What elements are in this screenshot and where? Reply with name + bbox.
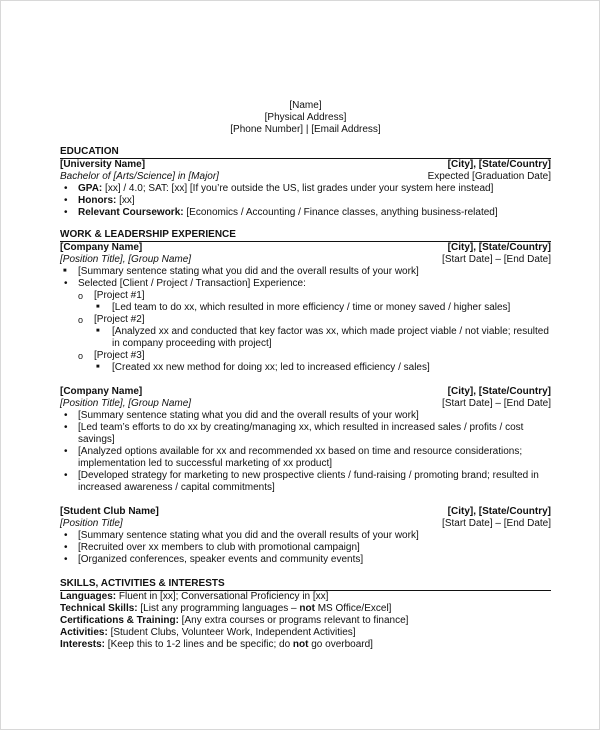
- list-item: • Honors: [xx]: [60, 195, 551, 207]
- club-location: [City], [State/Country]: [447, 506, 551, 517]
- list-item: • GPA: [xx] / 4.0; SAT: [xx] [If you’re outside the US, list grades under your system here instead]: [60, 183, 551, 195]
- position-title: [Position Title]: [60, 518, 123, 529]
- position-title: [Position Title], [Group Name]: [60, 398, 192, 409]
- header-name: [Name]: [289, 100, 322, 111]
- list-item: • [Summary sentence stating what you did and the overall results of your work]: [60, 530, 551, 542]
- work-entry-1-list: [60, 266, 551, 374]
- university-name: [University Name]: [60, 159, 146, 170]
- company-location: [City], [State/Country]: [447, 242, 551, 253]
- skills-certifications: Certifications & Training: [Any extra courses or programs relevant to finance]: [60, 615, 409, 626]
- list-item: ■ [Summary sentence stating what you did and the overall results of your work]: [60, 266, 551, 278]
- university-location: [City], [State/Country]: [447, 159, 551, 170]
- header-address: [Physical Address]: [264, 112, 347, 123]
- list-item: • Relevant Coursework: [Economics / Accounting / Finance classes, anything business-related]: [60, 207, 551, 219]
- company-name: [Company Name]: [60, 242, 143, 253]
- degree: Bachelor of [Arts/Science] in [Major]: [60, 171, 219, 182]
- work-entry-2-list: [60, 410, 551, 494]
- work-title: WORK & LEADERSHIP EXPERIENCE: [60, 229, 551, 242]
- header-contact: [Phone Number] | [Email Address]: [230, 124, 381, 135]
- list-item: • [Summary sentence stating what you did and the overall results of your work]: [60, 410, 551, 422]
- work-entry-3-list: [60, 530, 551, 566]
- education-row-1: [60, 159, 551, 171]
- header: [60, 100, 551, 136]
- skills-activities: Activities: [Student Clubs, Volunteer Work, Independent Activities]: [60, 627, 356, 638]
- list-item: o [Project #2]: [60, 314, 551, 326]
- list-item: • [Organized conferences, speaker events and community events]: [60, 554, 551, 566]
- club-name: [Student Club Name]: [60, 506, 159, 517]
- list-item: o [Project #3]: [60, 350, 551, 362]
- work-entry-2-row-1: [60, 386, 551, 398]
- company-name: [Company Name]: [60, 386, 143, 397]
- work-entry-1-row-2: [60, 254, 551, 266]
- work-entry-3-row-1: [60, 506, 551, 518]
- graduation-date: Expected [Graduation Date]: [427, 171, 551, 182]
- skills-title: SKILLS, ACTIVITIES & INTERESTS: [60, 578, 551, 591]
- list-item: • [Recruited over xx members to club with promotional campaign]: [60, 542, 551, 554]
- date-range: [Start Date] – [End Date]: [442, 398, 551, 409]
- list-item: • [Led team’s efforts to do xx by creating/managing xx, which resulted in increased sales / profits / cost savings]: [60, 422, 551, 446]
- education-title: EDUCATION: [60, 146, 551, 159]
- resume-content: [60, 100, 551, 651]
- list-item: ■ [Analyzed xx and conducted that key factor was xx, which made project viable / not viable; resulted in company proceeding with project]: [60, 326, 551, 350]
- work-entry-2-row-2: [60, 398, 551, 410]
- list-item: • [Developed strategy for marketing to new prospective clients / fund-raising / promoting brand; resulted in increased awareness / capital commitments]: [60, 470, 551, 494]
- education-row-2: [60, 171, 551, 183]
- work-entry-1-row-1: [60, 242, 551, 254]
- list-item: • [Analyzed options available for xx and recommended xx based on time and resource considerations; implementation led to successful marketing of xx product]: [60, 446, 551, 470]
- skills-technical: Technical Skills: [List any programming languages – not MS Office/Excel]: [60, 603, 392, 614]
- education-list: [60, 183, 551, 219]
- company-location: [City], [State/Country]: [447, 386, 551, 397]
- skills-languages: Languages: Fluent in [xx]; Conversational Proficiency in [xx]: [60, 591, 329, 602]
- date-range: [Start Date] – [End Date]: [442, 254, 551, 265]
- position-title: [Position Title], [Group Name]: [60, 254, 192, 265]
- skills-interests: Interests: [Keep this to 1-2 lines and be specific; do not go overboard]: [60, 639, 373, 650]
- list-item: ■ [Created xx new method for doing xx; led to increased efficiency / sales]: [60, 362, 551, 374]
- list-item: o [Project #1]: [60, 290, 551, 302]
- list-item: ■ [Led team to do xx, which resulted in more efficiency / time or money saved / higher sales]: [60, 302, 551, 314]
- date-range: [Start Date] – [End Date]: [442, 518, 551, 529]
- list-item: • Selected [Client / Project / Transaction] Experience:: [60, 278, 551, 290]
- work-entry-3-row-2: [60, 518, 551, 530]
